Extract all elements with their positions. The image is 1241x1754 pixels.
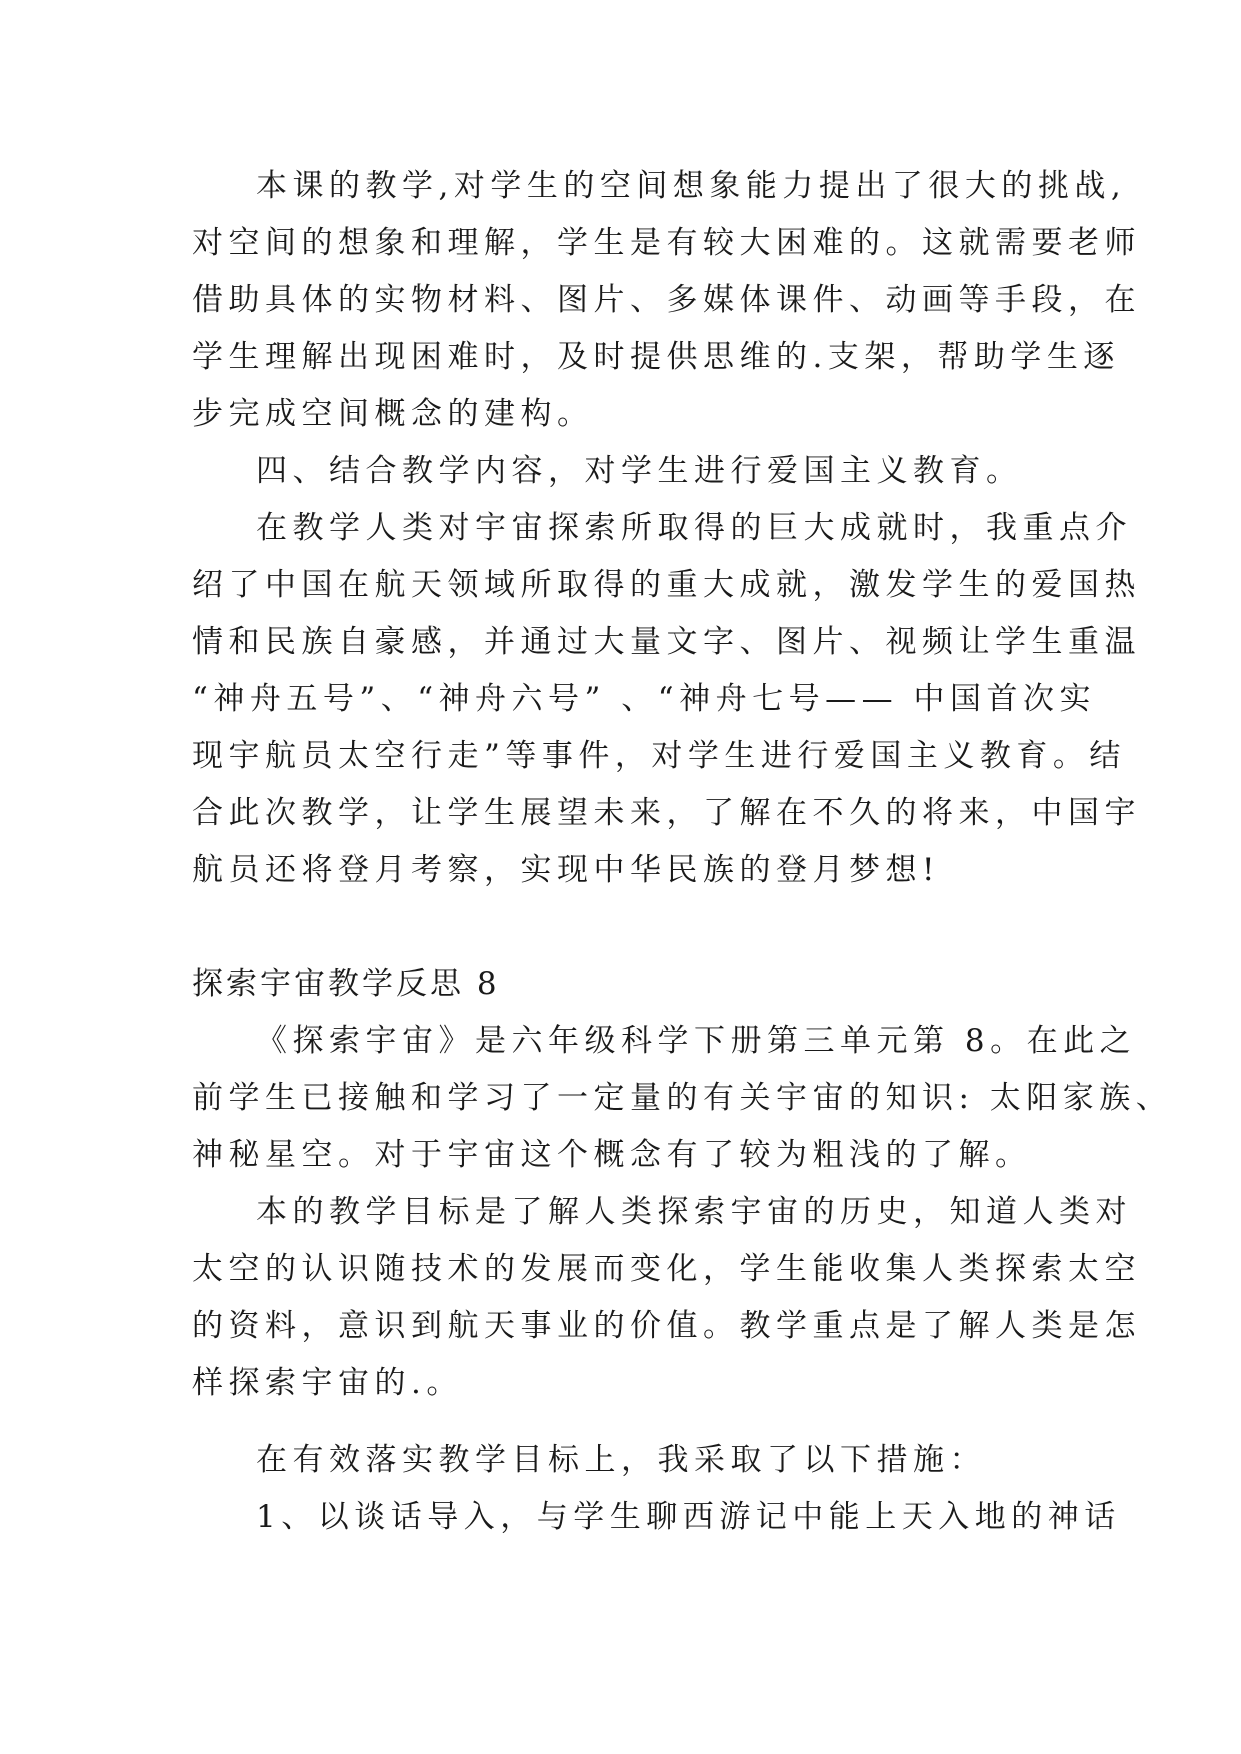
text-line: 步完成空间概念的建构。 [192, 396, 594, 432]
text-line: 在有效落实教学目标上，我采取了以下措施： [256, 1442, 986, 1478]
text-line: 借助具体的实物材料、图片、多媒体课件、动画等手段，在 [192, 282, 1141, 318]
text-line: 本课的教学,对学生的空间想象能力提出了很大的挑战, [256, 168, 1127, 204]
text-line: 绍了中国在航天领域所取得的重大成就，激发学生的爱国热 [192, 567, 1141, 603]
text-line: 对空间的想象和理解，学生是有较大困难的。这就需要老师 [192, 225, 1141, 261]
text-line: 合此次教学，让学生展望未来，了解在不久的将来，中国宇 [192, 795, 1141, 831]
text-line: 样探索宇宙的.。 [192, 1365, 463, 1401]
text-line: 学生理解出现困难时，及时提供思维的.支架，帮助学生逐 [192, 339, 1120, 375]
text-line: 本的教学目标是了解人类探索宇宙的历史，知道人类对 [256, 1194, 1132, 1230]
text-line: 前学生已接触和学习了一定量的有关宇宙的知识: 太阳家族、 [192, 1080, 1173, 1116]
text-line: 1、以谈话导入，与学生聊西游记中能上天入地的神话 [256, 1499, 1121, 1535]
text-line: “神舟五号”、“神舟六号” 、“神舟七号—— 中国首次实 [192, 681, 1096, 717]
text-line: 情和民族自豪感，并通过大量文字、图片、视频让学生重温 [192, 624, 1141, 660]
section-title: 探索宇宙教学反思 8 [192, 966, 500, 1002]
text-line: 的资料，意识到航天事业的价值。教学重点是了解人类是怎 [192, 1308, 1141, 1344]
text-line: 四、结合教学内容，对学生进行爱国主义教育。 [256, 453, 1023, 489]
text-line: 在教学人类对宇宙探索所取得的巨大成就时，我重点介 [256, 510, 1132, 546]
text-line: 航员还将登月考察，实现中华民族的登月梦想! [192, 852, 940, 888]
text-line: 现宇航员太空行走”等事件，对学生进行爱国主义教育。结 [192, 738, 1126, 774]
text-line: 《探索宇宙》是六年级科学下册第三单元第 8。在此之 [256, 1023, 1137, 1059]
text-line: 太空的认识随技术的发展而变化，学生能收集人类探索太空 [192, 1251, 1141, 1287]
text-line: 神秘星空。对于宇宙这个概念有了较为粗浅的了解。 [192, 1137, 1032, 1173]
